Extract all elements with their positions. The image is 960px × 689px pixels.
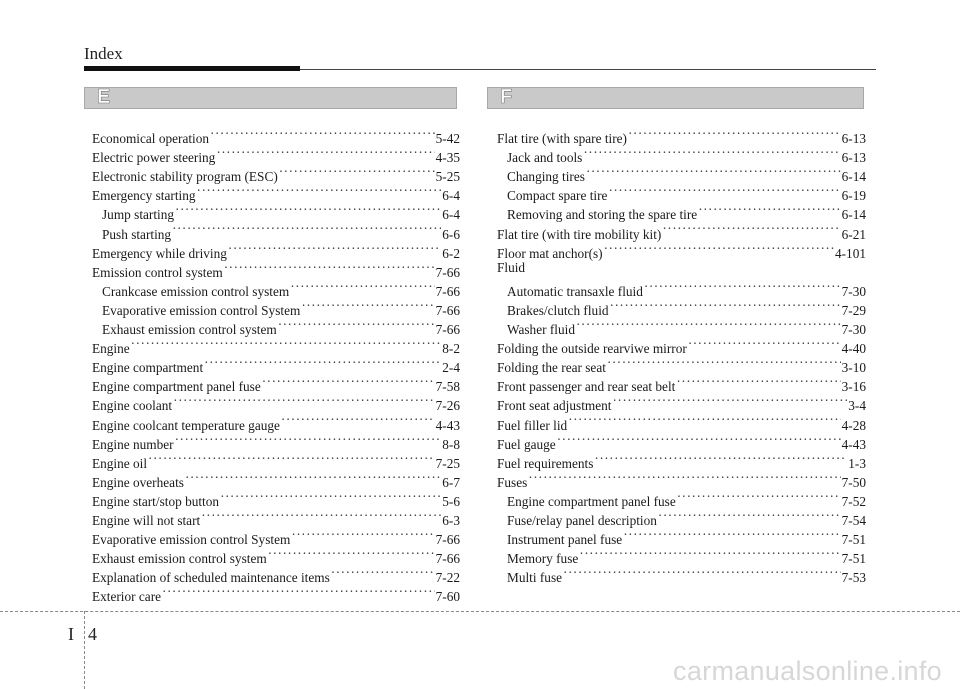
- entry-page-ref: 7-60: [435, 589, 460, 605]
- entry-label: Engine compartment panel fuse: [507, 493, 676, 509]
- entry-label: Washer fluid: [507, 322, 575, 338]
- entry-page-ref: 7-30: [841, 322, 866, 338]
- entry-page-ref: 7-58: [435, 379, 460, 395]
- entry-page-ref: 4-35: [435, 150, 460, 166]
- dot-leader: [662, 219, 840, 238]
- entry-page-ref: 2-4: [442, 360, 460, 376]
- dot-leader: [698, 200, 840, 219]
- dot-leader: [279, 162, 435, 181]
- entry-page-ref: 7-66: [435, 551, 460, 567]
- entry-page-ref: 4-40: [841, 341, 866, 357]
- index-entry: [497, 124, 866, 147]
- entry-page-ref: 7-51: [841, 532, 866, 548]
- dot-leader: [173, 391, 434, 410]
- entry-label: Fuel requirements: [497, 455, 594, 471]
- dot-leader: [576, 315, 841, 334]
- index-entry: [497, 468, 866, 490]
- dot-leader: [644, 277, 841, 296]
- entry-label: Engine: [92, 341, 130, 357]
- entry-page-ref: 7-30: [841, 283, 866, 299]
- entry-label: Fuel gauge: [497, 436, 556, 452]
- entry-label: Economical operation: [92, 131, 210, 147]
- dot-leader: [676, 372, 840, 391]
- entry-label: Flat tire (with spare tire): [497, 131, 627, 147]
- entry-page-ref: 6-13: [841, 131, 866, 147]
- dot-leader: [604, 239, 834, 258]
- entry-page-ref: 4-28: [841, 417, 866, 433]
- entry-label: Brakes/clutch fluid: [507, 302, 609, 318]
- entry-label: Changing tires: [507, 169, 585, 185]
- index-column-f: [497, 124, 866, 586]
- entry-label: Evaporative emission control System: [102, 302, 301, 318]
- entry-page-ref: 7-53: [841, 570, 866, 586]
- entry-label: Exterior care: [92, 589, 162, 605]
- dot-leader: [331, 563, 435, 582]
- entry-label: Engine oil: [92, 455, 148, 471]
- watermark: carmanualsonline.info: [673, 656, 942, 686]
- footer-rule: [0, 611, 960, 612]
- index-entry: [92, 353, 460, 376]
- entry-label: Crankcase emission control system: [102, 283, 290, 299]
- entry-label: Evaporative emission control System: [92, 532, 291, 548]
- dot-leader: [528, 468, 840, 487]
- entry-label: Exhaust emission control system: [92, 551, 267, 567]
- footer-rule-vertical: [84, 611, 85, 689]
- entry-label: Front passenger and rear seat belt: [497, 379, 676, 395]
- entry-label: Emergency while driving: [92, 245, 227, 261]
- dot-leader: [586, 162, 841, 181]
- entry-page-ref: 3-16: [841, 379, 866, 395]
- entry-page-ref: 6-4: [442, 188, 460, 204]
- entry-page-ref: 7-50: [841, 474, 866, 490]
- entry-label: Emission control system: [92, 264, 223, 280]
- section-bar-e: [84, 87, 457, 109]
- entry-page-ref: 6-2: [442, 245, 460, 261]
- index-entry: [92, 334, 460, 357]
- entry-label: Engine will not start: [92, 512, 201, 528]
- section-bar-f: [487, 87, 864, 109]
- header-rule-thin: [300, 69, 876, 70]
- dot-leader: [268, 544, 435, 563]
- entry-label: Fuel filler lid: [497, 417, 568, 433]
- dot-leader: [281, 410, 435, 429]
- index-subentry: [497, 487, 866, 509]
- entry-label: Memory fuse: [507, 551, 579, 567]
- dot-leader: [290, 277, 434, 296]
- dot-leader: [688, 334, 841, 353]
- dot-leader: [628, 124, 841, 143]
- entry-page-ref: 1-3: [848, 455, 866, 471]
- entry-page-ref: 3-10: [841, 360, 866, 376]
- entry-page-ref: 7-25: [435, 455, 460, 471]
- entry-label: Engine compartment panel fuse: [92, 379, 261, 395]
- dot-leader: [291, 525, 434, 544]
- dot-leader: [131, 334, 442, 353]
- dot-leader: [216, 143, 434, 162]
- entry-page-ref: 6-13: [841, 150, 866, 166]
- entry-label: Flat tire (with tire mobility kit): [497, 226, 662, 242]
- dot-leader: [175, 430, 442, 449]
- entry-label: Engine compartment: [92, 360, 204, 376]
- entry-label: Push starting: [102, 226, 172, 242]
- header-rule-thick: [84, 66, 300, 71]
- dot-leader: [583, 143, 840, 162]
- dot-leader: [175, 200, 441, 219]
- dot-leader: [210, 124, 435, 143]
- entry-label: Fuse/relay panel description: [507, 512, 657, 528]
- entry-page-ref: 7-22: [435, 570, 460, 586]
- entry-page-ref: 6-3: [442, 512, 460, 528]
- entry-label: Engine coolant: [92, 398, 173, 414]
- entry-label: Engine start/stop button: [92, 493, 220, 509]
- entry-page-ref: 6-4: [442, 207, 460, 223]
- section-letter-f: F: [500, 86, 513, 108]
- entry-label: Fluid: [497, 259, 526, 275]
- entry-page-ref: 7-54: [841, 512, 866, 528]
- entry-page-ref: 5-6: [442, 493, 460, 509]
- entry-label: Explanation of scheduled maintenance items: [92, 570, 330, 586]
- dot-leader: [579, 544, 840, 563]
- entry-label: Floor mat anchor(s): [497, 245, 603, 261]
- entry-label: Instrument panel fuse: [507, 532, 623, 548]
- dot-leader: [197, 181, 442, 200]
- index-entry: [92, 449, 460, 471]
- entry-page-ref: 6-7: [442, 474, 460, 490]
- entry-page-ref: 4-43: [435, 417, 460, 433]
- dot-leader: [568, 410, 840, 429]
- dot-leader: [623, 525, 840, 544]
- dot-leader: [608, 181, 840, 200]
- entry-label: Engine coolcant temperature gauge: [92, 417, 280, 433]
- entry-page-ref: 5-42: [435, 131, 460, 147]
- entry-label: Front seat adjustment: [497, 398, 612, 414]
- entry-page-ref: 6-6: [442, 226, 460, 242]
- dot-leader: [228, 239, 441, 258]
- entry-page-ref: 8-2: [442, 341, 460, 357]
- entry-page-ref: 6-19: [841, 188, 866, 204]
- entry-page-ref: 7-66: [435, 302, 460, 318]
- dot-leader: [610, 296, 841, 315]
- entry-label: Removing and storing the spare tire: [507, 207, 698, 223]
- index-entry: [92, 468, 460, 490]
- entry-label: Folding the outside rearviwe mirror: [497, 341, 687, 357]
- dot-leader: [557, 430, 841, 449]
- entry-page-ref: 7-52: [841, 493, 866, 509]
- entry-label: Engine overheats: [92, 474, 184, 490]
- dot-leader: [162, 582, 435, 601]
- dot-leader: [658, 506, 841, 525]
- entry-page-ref: 7-29: [841, 302, 866, 318]
- entry-label: Compact spare tire: [507, 188, 608, 204]
- dot-leader: [607, 353, 841, 372]
- entry-page-ref: 6-14: [841, 207, 866, 223]
- entry-label: Emergency starting: [92, 188, 196, 204]
- index-subentry: [497, 277, 866, 299]
- entry-page-ref: 5-25: [435, 169, 460, 185]
- entry-page-ref: 3-4: [848, 398, 866, 414]
- entry-label: Folding the rear seat: [497, 360, 606, 376]
- dot-leader: [148, 449, 435, 468]
- entry-page-ref: 8-8: [442, 436, 460, 452]
- entry-page-ref: 7-26: [435, 398, 460, 414]
- entry-label: Multi fuse: [507, 570, 563, 586]
- entry-page-ref: 7-66: [435, 532, 460, 548]
- entry-page-ref: 6-21: [841, 226, 866, 242]
- dot-leader: [301, 296, 434, 315]
- index-entry: [92, 124, 460, 147]
- index-column-e: [92, 124, 460, 605]
- entry-page-ref: 4-43: [841, 436, 866, 452]
- dot-leader: [204, 353, 441, 372]
- entry-label: Jump starting: [102, 207, 175, 223]
- entry-page-ref: 7-66: [435, 322, 460, 338]
- entry-label: Exhaust emission control system: [102, 322, 277, 338]
- dot-leader: [220, 487, 441, 506]
- dot-leader: [224, 258, 435, 277]
- dot-leader: [201, 506, 441, 525]
- dot-leader: [262, 372, 435, 391]
- entry-page-ref: 6-14: [841, 169, 866, 185]
- page-number: 4: [88, 624, 97, 644]
- dot-leader: [594, 449, 847, 468]
- entry-label: Electronic stability program (ESC): [92, 169, 278, 185]
- entry-label: Automatic transaxle fluid: [507, 283, 643, 299]
- entry-label: Fuses: [497, 474, 528, 490]
- page-title: Index: [84, 44, 123, 63]
- section-letter-e: E: [97, 86, 111, 108]
- entry-label: Jack and tools: [507, 150, 583, 166]
- entry-page-ref: 7-66: [435, 264, 460, 280]
- dot-leader: [677, 487, 841, 506]
- entry-page-ref: 4-101: [834, 245, 866, 261]
- entry-page-ref: 7-51: [841, 551, 866, 567]
- dot-leader: [563, 563, 841, 582]
- dot-leader: [278, 315, 435, 334]
- entry-label: Electric power steering: [92, 150, 216, 166]
- dot-leader: [612, 391, 847, 410]
- entry-label: Engine number: [92, 436, 174, 452]
- dot-leader: [185, 468, 441, 487]
- dot-leader: [172, 219, 441, 238]
- page-section-prefix: I: [68, 624, 74, 644]
- entry-page-ref: 7-66: [435, 283, 460, 299]
